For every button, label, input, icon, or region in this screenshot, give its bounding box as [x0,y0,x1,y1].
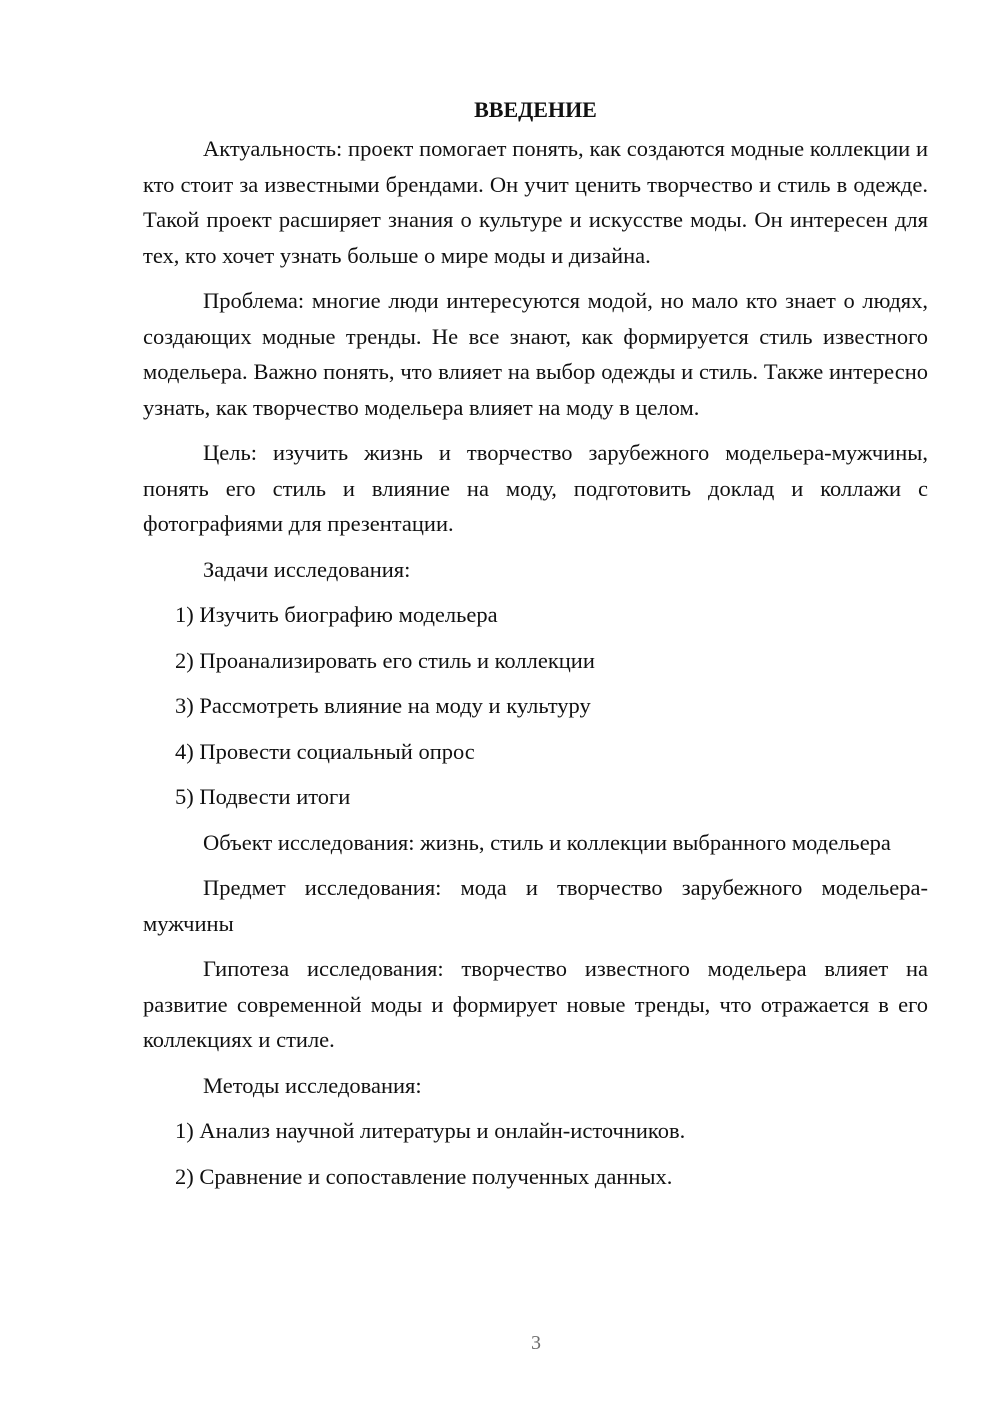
goal-paragraph: Цель: изучить жизнь и творчество зарубежного модельера-мужчины, понять его стиль и влияние на моду, подготовить доклад и коллажи с фотографиями для презентации. [143,440,928,536]
page-number: 3 [531,1332,541,1354]
relevance-paragraph: Актуальность: проект помогает понять, как создаются модные коллекции и кто стоит за известными брендами. Он учит ценить творчество и стиль в одежде. Такой проект расширяет знания о культуре и искусстве моды. Он интересен для тех, кто хочет узнать больше о мире моды и дизайна. [143,136,928,268]
subject-paragraph: Предмет исследования: мода и творчество зарубежного модельера-мужчины [143,875,928,936]
page-title: ВВЕДЕНИЕ [474,97,597,122]
task-item: 4) Провести социальный опрос [175,738,475,764]
methods-heading: Методы исследования: [203,1072,422,1098]
problem-paragraph: Проблема: многие люди интересуются модой, но мало кто знает о людях, создающих модные тренды. Не все знают, как формируется стиль известного модельера. Важно понять, что влияет на выбор одежды и стиль. Также интересно узнать, как творчество модельера влияет на моду в целом. [143,288,928,420]
object-paragraph: Объект исследования: жизнь, стиль и коллекции выбранного модельера [203,829,891,855]
task-item: 2) Проанализировать его стиль и коллекции [175,647,595,673]
hypothesis-paragraph: Гипотеза исследования: творчество известного модельера влияет на развитие современной моды и формирует новые тренды, что отражается в его коллекциях и стиле. [143,956,928,1052]
method-item: 2) Сравнение и сопоставление полученных данных. [175,1163,673,1189]
task-item: 3) Рассмотреть влияние на моду и культуру [175,693,591,718]
page-content [143,92,928,1194]
task-item: 5) Подвести итоги [175,784,351,809]
method-item: 1) Анализ научной литературы и онлайн-источников. [175,1118,686,1143]
task-item: 1) Изучить биографию модельера [175,602,498,627]
tasks-heading: Задачи исследования: [203,556,411,582]
